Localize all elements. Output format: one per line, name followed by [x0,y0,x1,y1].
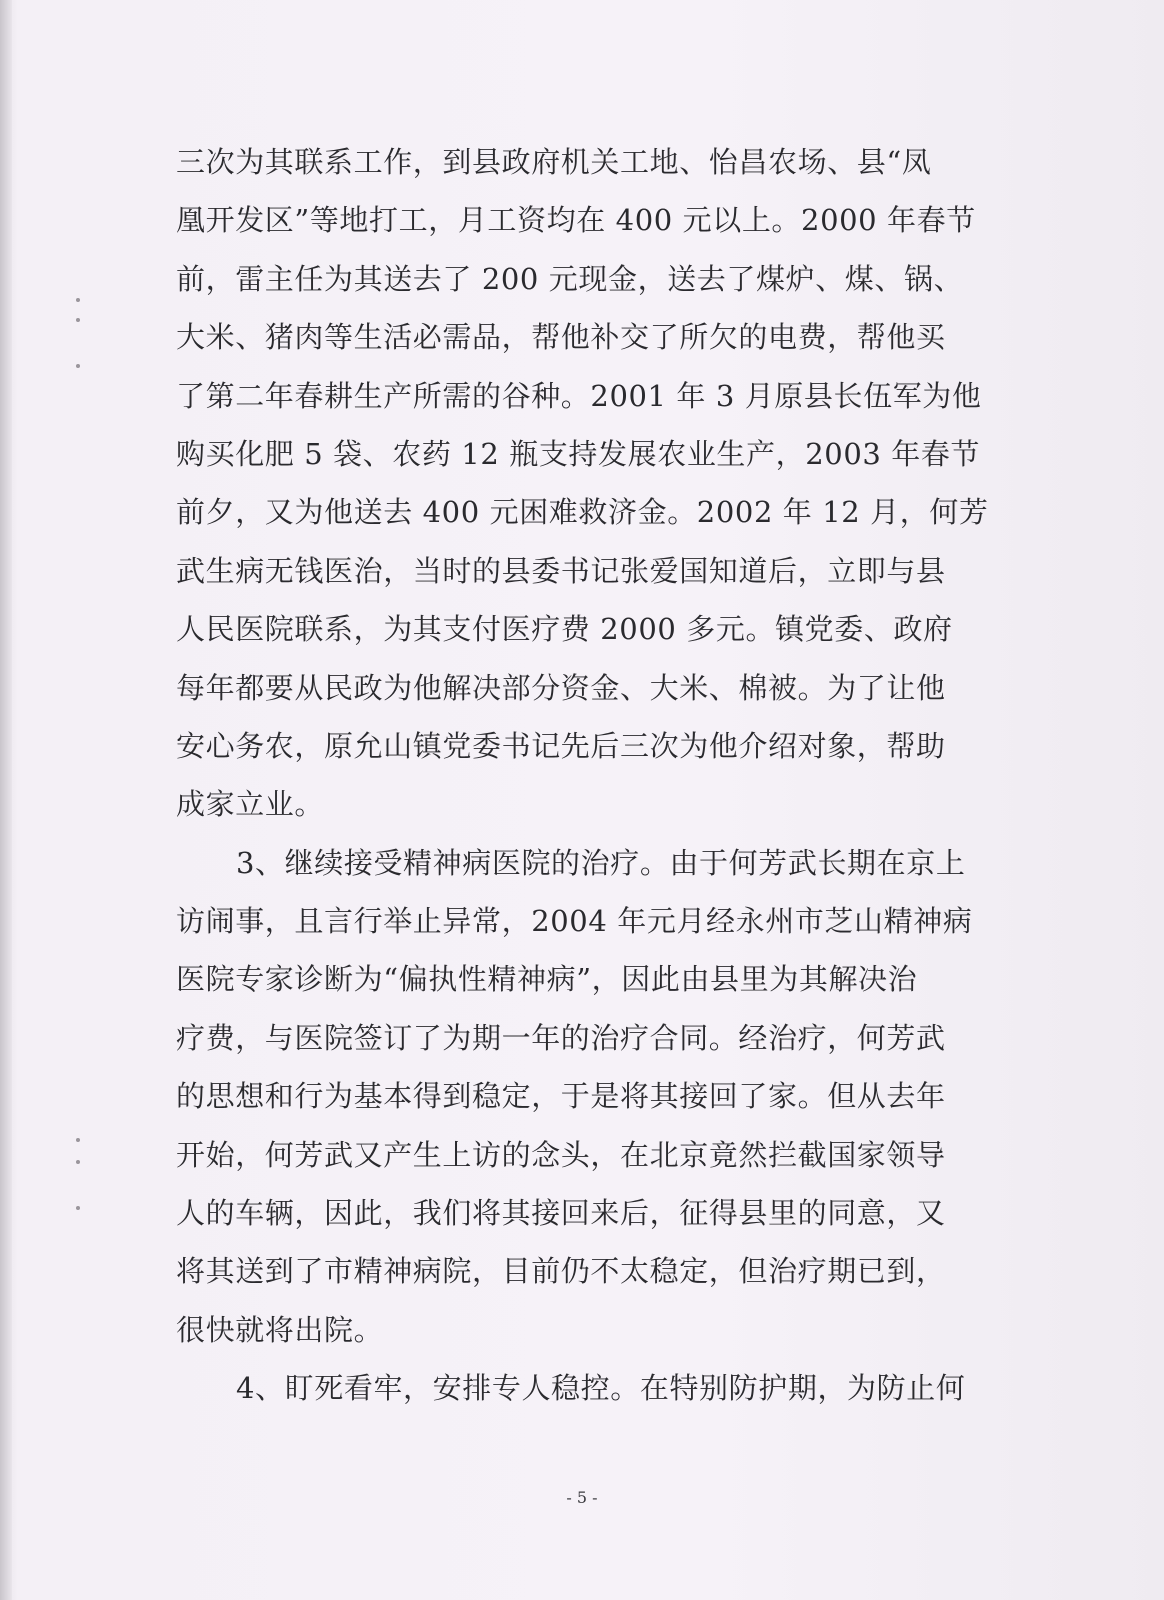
text-line: 很快就将出院。 [176,1312,384,1347]
punch-hole-mark [76,1160,80,1164]
text-line: 前夕，又为他送去 400 元困难救济金。2002 年 12 月，何芳 [176,495,989,530]
text-line: 大米、猪肉等生活必需品，帮他补交了所欠的电费，帮他买 [176,320,946,355]
punch-hole-mark [76,1138,80,1142]
text-line: 前，雷主任为其送去了 200 元现金，送去了煤炉、煤、锅、 [176,261,964,296]
paragraph-start-line: 3、继续接受精神病医院的治疗。由于何芳武长期在京上 [236,845,966,880]
text-line: 访闹事，且言行举止异常，2004 年元月经永州市芝山精神病 [176,904,973,939]
text-line: 成家立业。 [176,787,325,822]
text-line: 了第二年春耕生产所需的谷种。2001 年 3 月原县长伍军为他 [176,378,982,413]
paragraph-start-line: 4、盯死看牢，安排专人稳控。在特别防护期，为防止何 [236,1371,966,1406]
text-line: 疗费，与医院签订了为期一年的治疗合同。经治疗，何芳武 [176,1020,946,1055]
text-line: 的思想和行为基本得到稳定，于是将其接回了家。但从去年 [176,1079,946,1114]
text-line: 购买化肥 5 袋、农药 12 瓶支持发展农业生产，2003 年春节 [176,436,981,471]
punch-hole-mark [76,318,80,322]
text-line: 安心务农，原允山镇党委书记先后三次为他介绍对象，帮助 [176,728,946,763]
page-number: - 5 - [566,1488,598,1507]
punch-hole-mark [76,1206,80,1210]
text-line: 医院专家诊断为“偏执性精神病”，因此由县里为其解决治 [176,962,918,997]
page-left-edge [0,0,12,1600]
text-line: 凰开发区”等地打工，月工资均在 400 元以上。2000 年春节 [176,203,976,238]
text-line: 开始，何芳武又产生上访的念头，在北京竟然拦截国家领导 [176,1137,946,1172]
punch-hole-mark [76,298,80,302]
text-line: 三次为其联系工作，到县政府机关工地、怡昌农场、县“凤 [176,145,932,179]
document-body [176,133,989,1418]
text-line: 将其送到了市精神病院，目前仍不太稳定，但治疗期已到， [176,1254,946,1289]
text-line: 武生病无钱医治，当时的县委书记张爱国知道后，立即与县 [176,553,946,588]
text-line: 人的车辆，因此，我们将其接回来后，征得县里的同意，又 [176,1196,946,1231]
punch-hole-mark [76,364,80,368]
text-line: 人民医院联系，为其支付医疗费 2000 多元。镇党委、政府 [176,612,953,647]
text-line: 每年都要从民政为他解决部分资金、大米、棉被。为了让他 [176,670,946,705]
